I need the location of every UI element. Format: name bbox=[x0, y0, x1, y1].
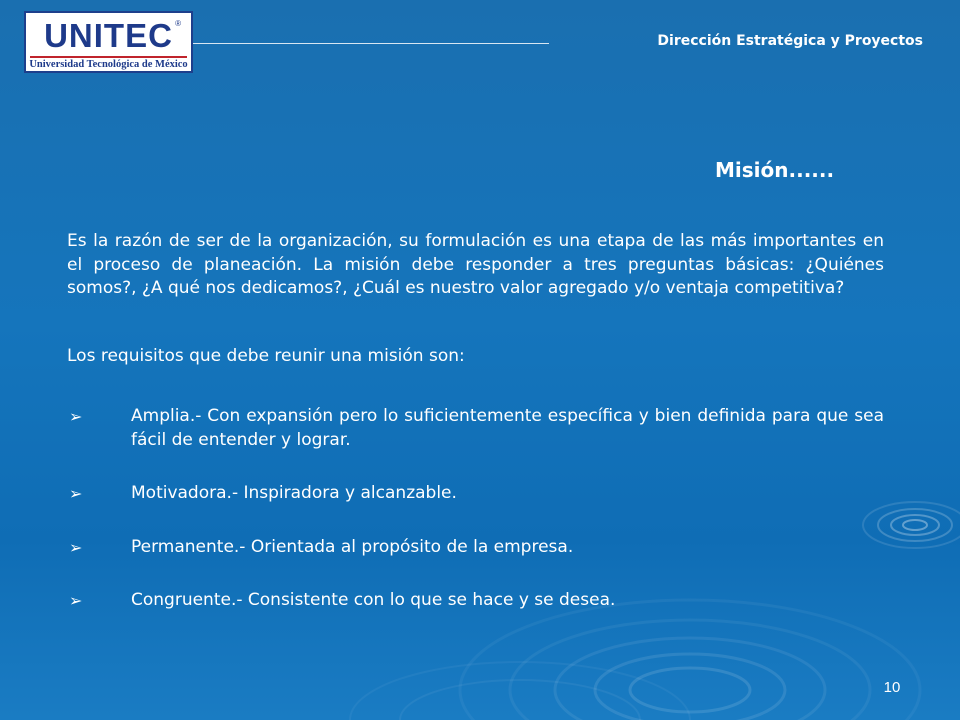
page-number: 10 bbox=[883, 679, 901, 696]
list-item bbox=[67, 405, 884, 452]
logo-red-bar bbox=[30, 56, 187, 58]
logo-wordmark: UNITEC bbox=[44, 17, 173, 54]
list-item bbox=[67, 589, 884, 613]
requirements-list bbox=[67, 405, 884, 613]
requirements-intro-paragraph: Los requisitos que debe reunir una misión son: bbox=[67, 346, 465, 366]
list-item-text: Congruente.- Consistente con lo que se hace y se desea. bbox=[131, 590, 616, 611]
slide-title: Misión...... bbox=[715, 158, 835, 182]
list-item bbox=[67, 536, 884, 560]
arrow-bullet-icon: ➢ bbox=[69, 484, 83, 504]
list-item-text: Motivadora.- Inspiradora y alcanzable. bbox=[131, 483, 457, 504]
list-item-text: Amplia.- Con expansión pero lo suficientemente específica y bien definida para que sea fácil de entender y lograr. bbox=[131, 406, 884, 450]
mission-definition-paragraph: Es la razón de ser de la organización, su formulación es una etapa de las más importantes en el proceso de planeación. La misión debe responder a tres preguntas básicas: ¿Quiénes somos?, ¿A qué nos dedicamos?, ¿Cuál es nuestro valor agregado y/o ventaja competitiva? bbox=[67, 231, 884, 299]
header-title: Dirección Estratégica y Proyectos bbox=[657, 33, 923, 49]
header-divider bbox=[193, 43, 549, 44]
arrow-bullet-icon: ➢ bbox=[69, 537, 83, 557]
arrow-bullet-icon: ➢ bbox=[69, 407, 83, 426]
logo-subtitle: Universidad Tecnológica de México bbox=[29, 59, 188, 70]
arrow-bullet-icon: ➢ bbox=[69, 591, 83, 611]
logo-registered-mark: ® bbox=[175, 19, 181, 28]
list-item bbox=[67, 482, 884, 506]
unitec-logo bbox=[24, 11, 193, 73]
list-item-text: Permanente.- Orientada al propósito de la empresa. bbox=[131, 536, 574, 557]
